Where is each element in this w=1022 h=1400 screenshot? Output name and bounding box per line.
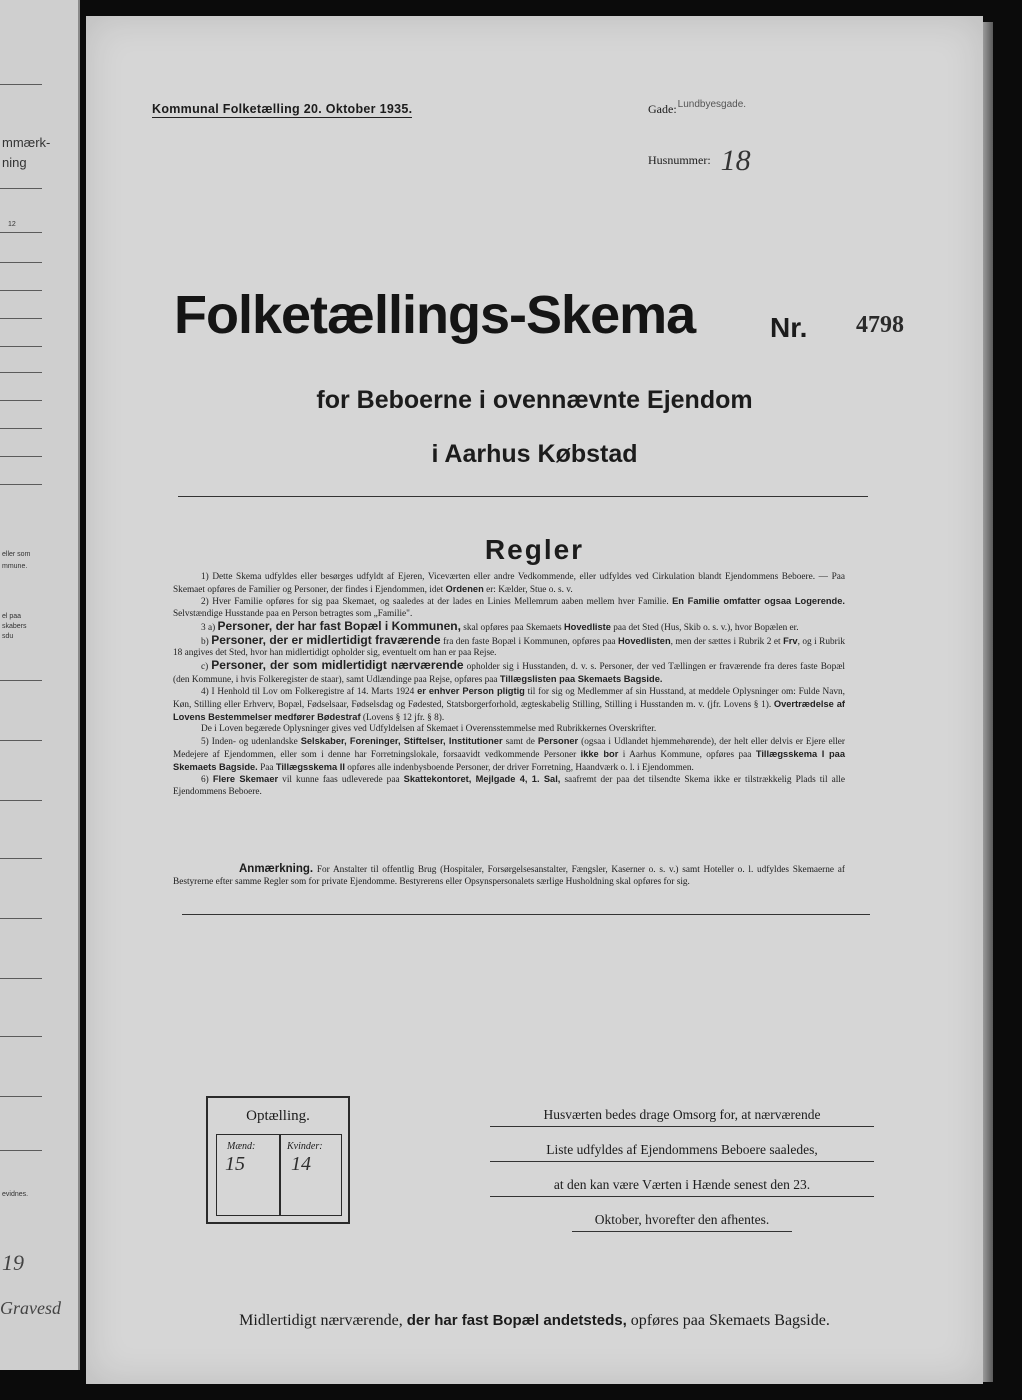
count-box (206, 1096, 350, 1224)
notice-line: at den kan være Værten i Hænde senest den 23. (490, 1174, 874, 1197)
remark (173, 864, 845, 888)
fragment-text: 12 (8, 221, 16, 228)
form-number: 4798 (856, 312, 904, 338)
handwriting: Gravesd (0, 1298, 61, 1318)
fragment-text: mmærk- (2, 135, 51, 150)
remark-text: For Anstalter til offentlig Brug (Hospitaler, Forsørgelsesanstalter, Fængsler, Kaserner o. s. v.) samt Hoteller o. l. udfyldes Skemaerne af Bestyrerne efter samme Regler som for private Ejendomme. Bestyrerens eller Opsynspersonalets særlige Husholdning skal opføres for sig. (173, 865, 845, 887)
house-number-field (648, 138, 751, 177)
fragment-text: ning (2, 155, 27, 170)
house-number-handwritten: 18 (720, 144, 751, 177)
men-count: 15 (225, 1153, 245, 1175)
fragment-text: el paa (2, 613, 22, 620)
rule-1: 1) Dette Skema udfyldes eller besørges udfyldt af Ejeren, Viceværten eller andre Vedkommende, eller udfyldes ved Cirkulation blandt Ejendommens Beboere. — Paa Skemaet opføres de Familier og Personer, der findes i Ejendommen, idet Ordenen er: Kælder, Stue o. s. v. (173, 572, 845, 595)
page-edge (983, 22, 993, 1382)
rule-5: 5) Inden- og udenlandske Selskaber, Foreninger, Stiftelser, Institutioner samt de Personer (ogsaa i Udlandet hjemmehørende), der helt eller delvis er Ejere eller Medejere af Ejendommen, eller som i denne har Forretningslokale, forsaavidt vedkommende Personer ikke bor i Aarhus Kommune, opføres paa Tillægsskema I paa Skemaets Bagside. Paa Tillægsskema II opføres alle indenbysboende Personer, der driver Forretning, Haandværk o. l. i Ejendommen. (173, 736, 846, 773)
men-label: Mænd: (227, 1141, 256, 1152)
fragment-text: evidnes. (2, 1191, 29, 1198)
count-title: Optælling. (246, 1108, 310, 1124)
subtitle-line-1: for Beboerne i ovennævnte Ejendom (316, 386, 753, 414)
divider (178, 496, 868, 497)
street-field (648, 99, 747, 117)
rules-heading: Regler (484, 534, 585, 565)
footer-note: Midlertidigt nærværende, der har fast Bopæl andetsteds, opføres paa Skemaets Bagside. (239, 1312, 830, 1329)
remark-label: Anmærkning. (239, 863, 314, 875)
fragment-text: eller som (2, 551, 31, 558)
street-stamp: Lundbyesgade. (677, 99, 747, 110)
landlord-notice (490, 1104, 874, 1244)
rule-3c: c) Personer, der som midlertidigt nærværende opholder sig i Husstanden, d. v. s. Personer, der ved Tællingen er fraværende fra deres faste Bopæl (den Kommune, i hvis Folkeregister de staar), samt Udlændinge paa Rejse, opføres paa Tillægslisten paa Skemaets Bagside. (173, 657, 846, 685)
fragment-text: sdu (2, 633, 14, 640)
street-label: Gade: (648, 102, 677, 116)
rule-4: 4) I Henhold til Lov om Folkeregistre af 14. Marts 1924 er enhver Person pligtig til for sig og Medlemmer af sin Husstand, at meddele Oplysninger om: Fulde Navn, Køn, Stilling eller Erhverv, Bopæl, Fødselsaar, Fødselsdag og Fødested, Statsborgerforhold, ægteskabelig Stilling, Stilling i Husstanden m. v. (jfr. Lovens § 1). Overtrædelse af Lovens Bestemmelser medfører Bødestraf (Lovens § 12 jfr. § 8). (173, 686, 846, 723)
subtitle-line-2: i Aarhus Købstad (431, 440, 638, 468)
rule-2: 2) Hver Familie opføres for sig paa Skemaet, og saaledes at der lades en Linies Mellemrum aaben mellem hver Familie. En Familie omfatter ogsaa Logerende. Selvstændige Husstande paa en Person betragtes som „Familie". (173, 596, 845, 620)
notice-line: Liste udfyldes af Ejendommens Beboere saaledes, (490, 1139, 874, 1162)
rule-6: 6) Flere Skemaer vil kunne faas udleverede paa Skattekontoret, Mejlgade 4, 1. Sal, saafremt der paa det tilsendte Skema ikke er tilstrækkelig Plads til alle Ejendommens Beboere. (173, 774, 845, 797)
notice-line: Husværten bedes drage Omsorg for, at nærværende (490, 1104, 874, 1127)
house-number-label: Husnummer: (648, 153, 711, 167)
rule-4-note: De i Loven begærede Oplysninger gives ved Udfyldelsen af Skemaet i Overensstemmelse med Rubrikkernes Overskrifter. (201, 724, 657, 735)
census-form-page (86, 16, 983, 1384)
notice-line: Oktober, hvorefter den afhentes. (572, 1209, 792, 1232)
count-table (216, 1134, 342, 1216)
rules-body (173, 572, 845, 799)
women-count: 14 (291, 1153, 311, 1175)
form-title: Folketællings-Skema (174, 285, 696, 345)
fragment-text: mmune. (2, 563, 28, 570)
nr-label: Nr. (770, 312, 808, 343)
handwriting: 19 (2, 1250, 24, 1275)
count-divider (279, 1135, 281, 1215)
fragment-text: skabers (2, 623, 27, 630)
rule-line (0, 188, 42, 189)
rule-line (0, 84, 42, 85)
rule-3b: b) Personer, der er midlertidigt fraværende fra den faste Bopæl i Kommunen, opføres paa Hovedlisten, men der sættes i Rubrik 2 et Frv, og i Rubrik 18 angives det Sted, hvor han midlertidigt opholder sig, eventuelt om han er paa Rejse. (173, 632, 845, 659)
previous-page-edge (0, 0, 80, 1370)
women-label: Kvinder: (287, 1141, 323, 1152)
census-header: Kommunal Folketælling 20. Oktober 1935. (152, 102, 413, 116)
divider (182, 914, 870, 915)
rule-3a: 3 a) Personer, der har fast Bopæl i Kommunen, skal opføres paa Skemaets Hovedliste paa det Sted (Hus, Skib o. s. v.), hvor Bopælen er. (201, 618, 799, 633)
